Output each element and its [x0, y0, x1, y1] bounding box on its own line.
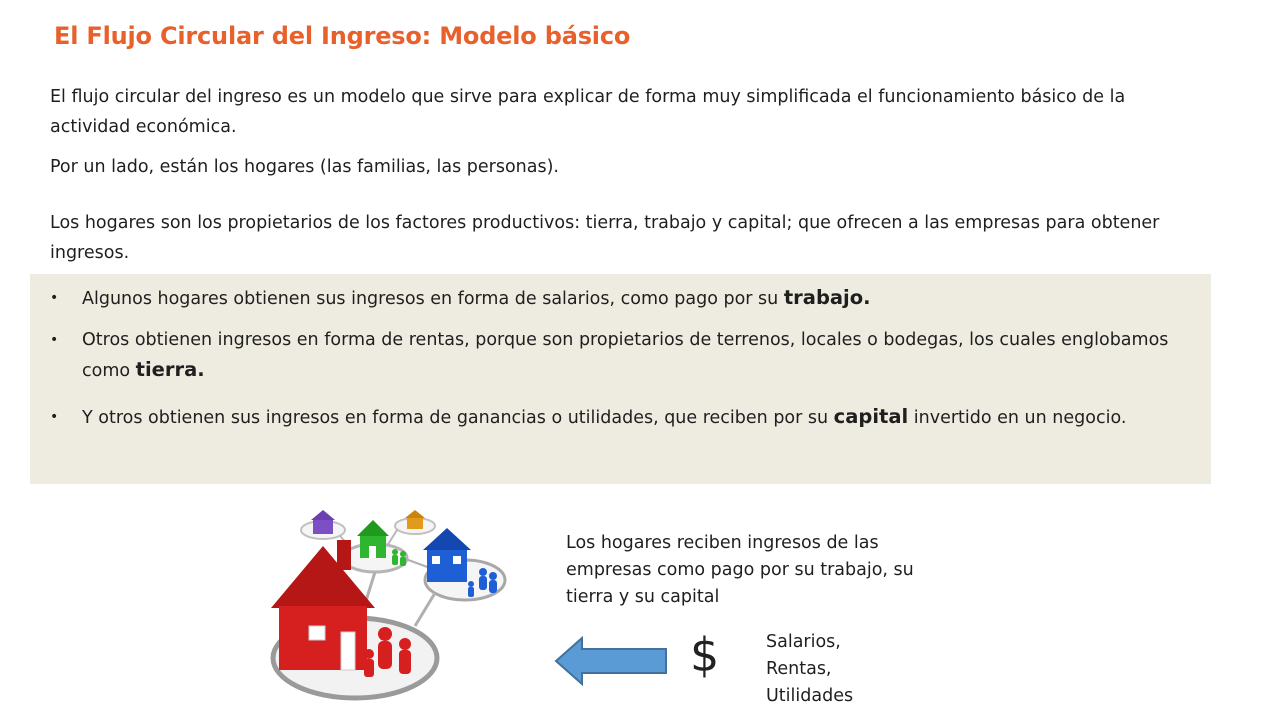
payment-rents: Rentas,: [766, 659, 832, 679]
bullet-icon: •: [50, 409, 59, 425]
dollar-sign: $: [690, 628, 720, 682]
payment-profits: Utilidades: [766, 686, 854, 706]
list-item: [30, 402, 1202, 433]
households-paragraph: Por un lado, están los hogares (las familias, las personas).: [50, 157, 559, 177]
bullet-text: Algunos hogares obtienen sus ingresos en forma de salarios, como pago por su: [82, 289, 784, 309]
bullet-bold-term: tierra.: [135, 358, 205, 381]
list-item: [30, 325, 1202, 386]
bullet-text-end: invertido en un negocio.: [908, 408, 1127, 428]
payments-list: [766, 629, 853, 710]
intro-paragraph: El flujo circular del ingreso es un modelo que sirve para explicar de forma muy simplificada el funcionamiento básico de la actividad económica.: [50, 87, 1126, 137]
payment-salaries: Salarios,: [766, 632, 841, 652]
factors-paragraph: Los hogares son los propietarios de los factores productivos: tierra, trabajo y capital; que ofrecen a las empresas para obtener ingresos.: [50, 213, 1160, 263]
bullet-icon: •: [50, 332, 59, 348]
income-explanation: Los hogares reciben ingresos de las empresas como pago por su trabajo, su tierra y su capital: [566, 533, 914, 607]
list-item: [30, 283, 1202, 314]
bullet-bold-term: trabajo.: [783, 286, 871, 309]
left-arrow-icon: [554, 636, 670, 686]
bullet-text: Otros obtienen ingresos en forma de rentas, porque son propietarios de terrenos, locales o bodegas, los cuales englobamos como: [82, 330, 1169, 381]
houses-network-illustration: [265, 508, 510, 708]
income-types-box: [30, 274, 1211, 484]
bullet-text: Y otros obtienen sus ingresos en forma de ganancias o utilidades, que reciben por su: [82, 408, 834, 428]
bullet-bold-term: capital: [833, 405, 909, 428]
houses-network-icon: [265, 508, 510, 708]
page-title: El Flujo Circular del Ingreso: Modelo básico: [54, 22, 631, 50]
bullet-icon: •: [50, 290, 59, 306]
